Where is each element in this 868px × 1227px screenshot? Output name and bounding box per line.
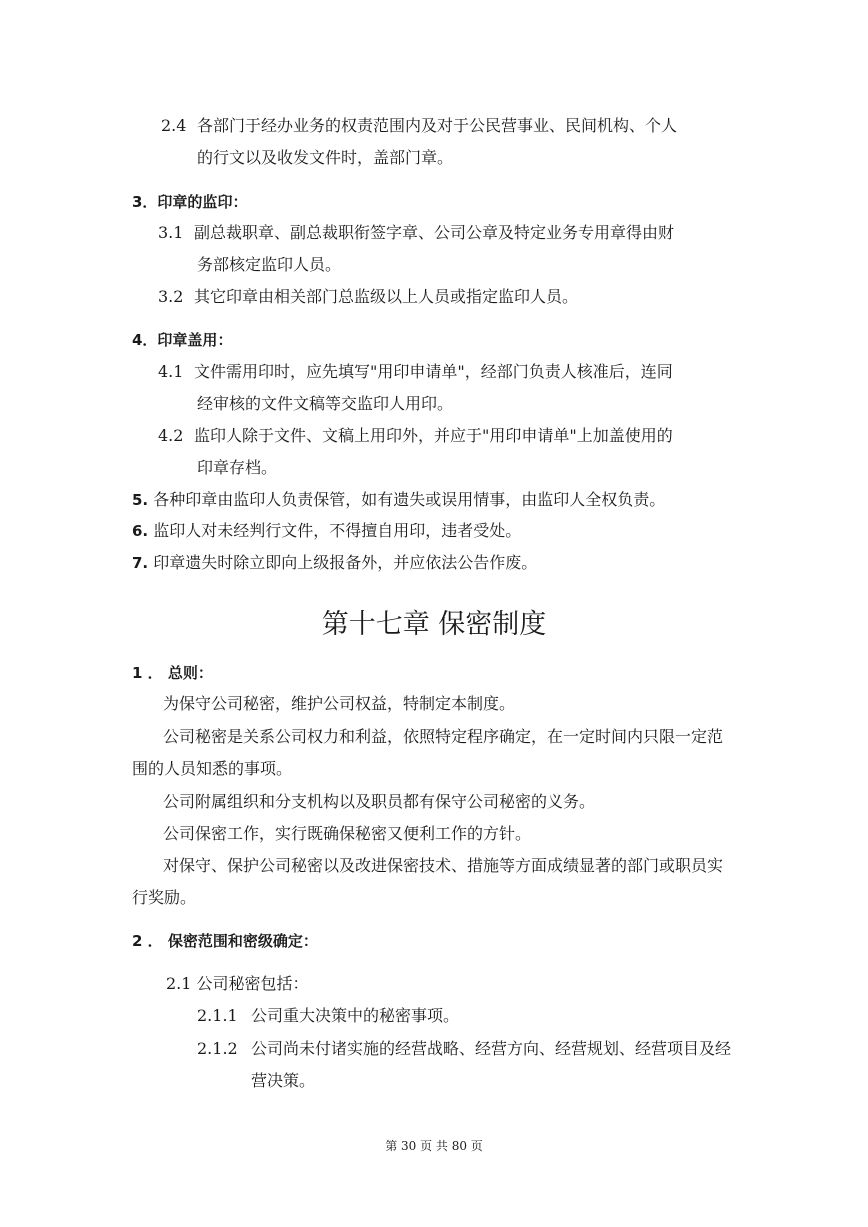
paragraph-definition-cont: 围的人员知悉的事项。 [132,759,293,778]
item-text: 各部门于经办业务的权责范围内及对于公民营事业、民间机构、个人 [197,116,678,135]
section-heading-scope: 2 ． 保密范围和密级确定： [132,932,318,950]
item-number: 4.2 [158,426,184,445]
item-number: 3.2 [158,287,184,306]
section-heading-4: 4．印章盖用： [132,331,233,349]
item-4-2 [158,426,673,446]
item-text: 公司尚未付诸实施的经营战略、经营方向、经营规划、经营项目及经 [251,1039,732,1058]
item-4-2-cont: 印章存档。 [197,458,278,477]
item-4-1-cont: 经审核的文件文稿等交监印人用印。 [197,394,454,413]
item-2-1-2 [197,1039,731,1059]
item-2-4 [161,116,677,136]
item-text: 监印人除于文件、文稿上用印外，并应于"用印申请单"上加盖使用的 [194,426,673,445]
item-text: 副总裁职章、副总裁职衔签字章、公司公章及特定业务专用章得由财 [194,223,675,242]
rule-text: 监印人对未经判行文件，不得擅自用印，违者受处。 [153,521,522,540]
item-text: 公司重大决策中的秘密事项。 [251,1006,460,1025]
subheading-2-1: 2.1 公司秘密包括： [166,974,309,993]
rule-number: 6. [132,522,149,540]
paragraph-reward-cont: 行奖励。 [132,888,197,907]
paragraph-duty: 公司附属组织和分支机构以及职员都有保守公司秘密的义务。 [163,792,596,811]
paragraph-purpose: 为保守公司秘密，维护公司权益，特制定本制度。 [163,694,516,713]
item-number: 2.1.2 [197,1039,238,1058]
rule-5 [132,490,665,510]
rule-number: 5. [132,491,149,509]
item-number: 2.1.1 [197,1006,238,1025]
item-3-1-cont: 务部核定监印人员。 [197,255,342,274]
rule-6 [132,521,521,541]
page-footer: 第 30 页 共 80 页 [385,1139,483,1153]
rule-text: 印章遗失时除立即向上级报备外，并应依法公告作废。 [153,553,538,572]
item-3-2 [158,287,578,307]
paragraph-definition: 公司秘密是关系公司权力和利益，依照特定程序确定，在一定时间内只限一定范 [163,727,724,746]
rule-number: 7. [132,554,149,572]
section-heading-general: 1 ． 总则： [132,664,213,682]
item-number: 4.1 [158,362,184,381]
item-2-1-1 [197,1006,459,1026]
chapter-title: 第十七章 保密制度 [321,609,547,640]
paragraph-policy: 公司保密工作，实行既确保秘密又便利工作的方针。 [163,824,532,843]
item-2-4-cont: 的行文以及收发文件时，盖部门章。 [197,148,454,167]
rule-7 [132,553,537,573]
item-number: 3.1 [158,223,184,242]
section-heading-3: 3．印章的监印： [132,193,248,211]
item-2-1-2-cont: 营决策。 [251,1071,316,1090]
rule-text: 各种印章由监印人负责保管，如有遗失或误用情事，由监印人全权负责。 [153,490,666,509]
item-3-1 [158,223,674,243]
paragraph-reward: 对保守、保护公司秘密以及改进保密技术、措施等方面成绩显著的部门或职员实 [163,856,724,875]
item-text: 其它印章由相关部门总监级以上人员或指定监印人员。 [194,287,579,306]
item-number: 2.4 [161,116,187,135]
item-4-1 [158,362,673,382]
item-text: 文件需用印时，应先填写"用印申请单"，经部门负责人核准后，连同 [194,362,673,381]
